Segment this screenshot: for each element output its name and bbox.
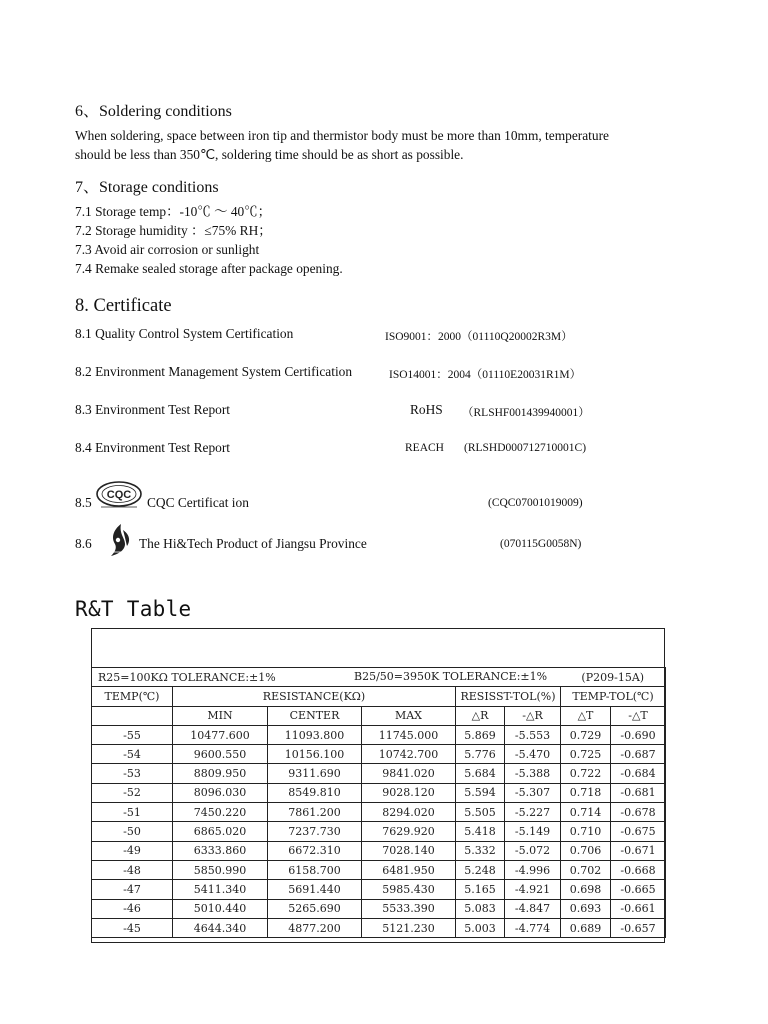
table-cell: 0.698 [561,880,611,899]
table-row [92,783,666,802]
table-cell: -5.388 [505,764,561,783]
storage-item: 7.1 Storage temp：-10℃ ～ 40℃； [75,204,272,219]
table-cell: 5265.690 [268,899,362,918]
cert-number: 8.6 [75,536,92,551]
table-row [92,880,666,899]
table-cell: 5533.390 [362,899,456,918]
table-cell: 9841.020 [362,764,456,783]
table-cell: 5850.990 [173,860,268,879]
table-cell: 9028.120 [362,783,456,802]
table-cell: 8096.030 [173,783,268,802]
table-cell: 7450.220 [173,803,268,822]
table-cell: -5.470 [505,745,561,764]
cert-label: 8.1 Quality Control System Certification [75,326,294,341]
header-max: MAX [362,706,456,725]
cert-label: CQC Certificat ion [147,495,249,510]
table-cell: 10477.600 [173,725,268,744]
table-cell: -0.657 [611,918,666,937]
table-cell: 0.718 [561,783,611,802]
table-cell: -54 [92,745,173,764]
table-cell: 5010.440 [173,899,268,918]
section-6-line-2: should be less than 350℃, soldering time should be as short as possible. [75,147,464,162]
table-cell: -50 [92,822,173,841]
table-cell: -48 [92,860,173,879]
table-cell: -4.847 [505,899,561,918]
table-cell: 7629.920 [362,822,456,841]
table-cell: -0.687 [611,745,666,764]
header-neg-delta-r: -△R [505,706,561,725]
table-cell: 6672.310 [268,841,362,860]
table-cell: 8549.810 [268,783,362,802]
table-cell: 8294.020 [362,803,456,822]
cqc-logo-icon [95,481,143,509]
table-row [92,764,666,783]
table-row [92,822,666,841]
table-cell: 0.689 [561,918,611,937]
table-cell: 11093.800 [268,725,362,744]
table-cell: 7028.140 [362,841,456,860]
cert-code: （RLSHF001439940001） [462,407,590,419]
table-cell: 7237.730 [268,822,362,841]
table-cell: -45 [92,918,173,937]
header-delta-r: △R [456,706,505,725]
svg-text:CQC: CQC [106,489,132,501]
table-cell: 5691.440 [268,880,362,899]
header-resistance: RESISTANCE(KΩ) [173,687,456,706]
table-cell: 0.725 [561,745,611,764]
table-cell: -5.149 [505,822,561,841]
table-cell: 5121.230 [362,918,456,937]
table-cell: 0.693 [561,899,611,918]
header-temp: TEMP(℃) [92,687,173,706]
spec-r25: R25=100KΩ TOLERANCE:±1% [92,668,456,687]
table-cell: 7861.200 [268,803,362,822]
table-row [92,899,666,918]
table-row [92,803,666,822]
table-cell: -5.072 [505,841,561,860]
spec-part: (P209-15A) [561,668,666,687]
storage-item: 7.2 Storage humidity ：≤75% RH； [75,223,272,238]
section-8-title: 8. Certificate [75,296,172,316]
table-cell: 5411.340 [173,880,268,899]
table-cell: 0.710 [561,822,611,841]
table-cell: -0.690 [611,725,666,744]
table-cell: 5.248 [456,860,505,879]
table-cell: -52 [92,783,173,802]
table-cell: 9311.690 [268,764,362,783]
table-cell: 6333.860 [173,841,268,860]
header-min: MIN [173,706,268,725]
table-cell: -55 [92,725,173,744]
cert-label: 8.2 Environment Management System Certification [75,364,353,379]
table-cell: -0.665 [611,880,666,899]
table-cell: 0.702 [561,860,611,879]
table-cell: 0.729 [561,725,611,744]
table-cell: 0.714 [561,803,611,822]
cert-code: (070115G0058N) [500,538,582,550]
table-cell: 11745.000 [362,725,456,744]
table-cell: 5.684 [456,764,505,783]
table-row [92,745,666,764]
table-cell: -0.668 [611,860,666,879]
table-cell: -0.681 [611,783,666,802]
table-cell: 5.869 [456,725,505,744]
cert-standard: ISO14001：2004（01110E20031R1M） [389,369,582,381]
table-cell: -51 [92,803,173,822]
table-cell: 5.505 [456,803,505,822]
table-row [92,725,666,744]
storage-item: 7.3 Avoid air corrosion or sunlight [75,242,260,257]
table-cell: -5.307 [505,783,561,802]
cert-code: (RLSHD000712710001C) [464,442,587,454]
table-cell: 5.594 [456,783,505,802]
table-cell: -0.678 [611,803,666,822]
section-6-line-1: When soldering, space between iron tip and thermistor body must be more than 10mm, temperature [75,128,609,143]
table-cell: -0.671 [611,841,666,860]
header-center: CENTER [268,706,362,725]
table-cell: 10742.700 [362,745,456,764]
table-cell: 8809.950 [173,764,268,783]
table-cell: 4877.200 [268,918,362,937]
table-cell: 5.332 [456,841,505,860]
table-cell: 6865.020 [173,822,268,841]
table-cell: -5.553 [505,725,561,744]
header-neg-delta-t: -△T [611,706,666,725]
rt-table [91,667,666,938]
cert-label: The Hi&Tech Product of Jiangsu Province [139,536,367,551]
cert-number: 8.5 [75,495,92,510]
table-cell: -49 [92,841,173,860]
rt-header-row [92,687,666,706]
section-6-title: 6、Soldering conditions [75,103,232,120]
hitech-logo-icon [107,522,135,558]
table-cell: -4.921 [505,880,561,899]
table-cell: 10156.100 [268,745,362,764]
table-row [92,860,666,879]
table-cell: 0.706 [561,841,611,860]
rt-table-title: R&T Table [75,597,192,621]
table-row [92,918,666,937]
table-cell: 6158.700 [268,860,362,879]
header-resist-tol: RESISST-TOL(%) [456,687,561,706]
table-cell: -0.661 [611,899,666,918]
table-cell: 5.083 [456,899,505,918]
table-cell: -4.996 [505,860,561,879]
table-cell: -0.675 [611,822,666,841]
cert-code: (CQC07001019009) [488,497,583,509]
table-cell: -0.684 [611,764,666,783]
table-cell: -46 [92,899,173,918]
table-cell: 5.165 [456,880,505,899]
header-temp-tol: TEMP-TOL(℃) [561,687,666,706]
table-cell: 5.003 [456,918,505,937]
section-7-title: 7、Storage conditions [75,179,219,196]
table-cell: 6481.950 [362,860,456,879]
cert-standard: REACH [405,442,444,454]
table-cell: -5.227 [505,803,561,822]
cert-standard: RoHS [410,402,443,417]
table-cell: 5985.430 [362,880,456,899]
table-cell: -53 [92,764,173,783]
header-delta-t: △T [561,706,611,725]
table-cell: 5.776 [456,745,505,764]
table-cell: 9600.550 [173,745,268,764]
table-cell: 4644.340 [173,918,268,937]
cert-standard: ISO9001：2000（01110Q20002R3M） [385,331,573,343]
cert-label: 8.3 Environment Test Report [75,402,231,417]
table-cell: -47 [92,880,173,899]
cert-label: 8.4 Environment Test Report [75,440,231,455]
rt-subheader-row [92,706,666,725]
table-cell: 0.722 [561,764,611,783]
table-row [92,841,666,860]
spec-b25-text: B25/50=3950K TOLERANCE:±1% [354,670,548,683]
table-cell: 5.418 [456,822,505,841]
storage-item: 7.4 Remake sealed storage after package opening. [75,261,343,276]
table-cell: -4.774 [505,918,561,937]
